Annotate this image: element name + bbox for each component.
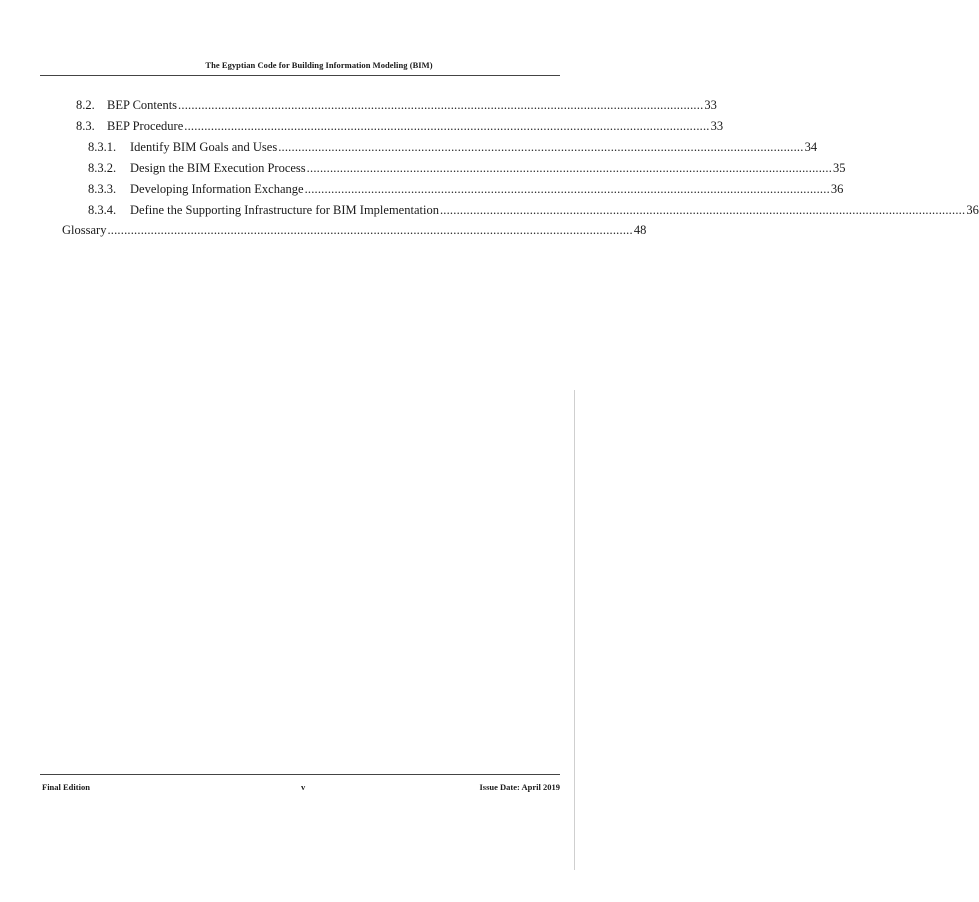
toc-entry-number: 8.2.	[76, 98, 95, 112]
footer-divider	[40, 774, 560, 775]
toc-entry-title: Identify BIM Goals and Uses	[130, 140, 278, 154]
toc-dot-leader: ..............................................................................................................................................................	[107, 223, 633, 237]
toc-entry-title: Design the BIM Execution Process	[130, 161, 306, 175]
toc-entry-number: 8.3.3.	[88, 182, 117, 196]
toc-dot-leader: ..............................................................................................................................................................	[278, 140, 804, 154]
toc-entry-number: 8.3.1.	[88, 140, 117, 154]
toc-entry-page: 48	[633, 223, 647, 237]
footer-edition: Final Edition	[42, 782, 90, 792]
header-divider	[40, 75, 560, 76]
toc-entry-title: Define the Supporting Infrastructure for BIM Implementation	[130, 203, 439, 217]
toc-entry[interactable]	[88, 138, 818, 156]
toc-entry-number: 8.3.2.	[88, 161, 117, 175]
toc-entry-page: 36	[830, 182, 844, 196]
toc-entry[interactable]	[76, 96, 717, 114]
scan-edge-line	[574, 390, 575, 870]
toc-dot-leader: ..............................................................................................................................................................	[304, 182, 830, 196]
toc-entry-title: BEP Procedure	[107, 119, 184, 133]
toc-entry-page: 33	[710, 119, 724, 133]
toc-entry[interactable]	[88, 201, 979, 219]
header-title: The Egyptian Code for Building Information Modeling (BIM)	[205, 60, 433, 70]
toc-dot-leader: ..............................................................................................................................................................	[178, 98, 704, 112]
toc-entry-title: Developing Information Exchange	[130, 182, 304, 196]
toc-dot-leader: ..............................................................................................................................................................	[439, 203, 966, 217]
toc-entry-page: 35	[833, 161, 846, 175]
toc-entry[interactable]	[88, 180, 844, 198]
toc-entry-number: 8.3.4.	[88, 203, 117, 217]
footer-issue-date: Issue Date: April 2019	[479, 782, 560, 792]
toc-entry-title: BEP Contents	[107, 98, 178, 112]
footer-page-number: v	[301, 782, 306, 792]
toc-dot-leader: ..............................................................................................................................................................	[306, 161, 833, 175]
toc-entry-page: 34	[804, 140, 818, 154]
toc-entry-title: Glossary	[62, 223, 107, 237]
toc-entry[interactable]	[88, 159, 846, 177]
toc-entry-page: 33	[704, 98, 717, 112]
toc-entry-page: 36	[966, 203, 979, 217]
toc-entry-number: 8.3.	[76, 119, 95, 133]
toc-dot-leader: ..............................................................................................................................................................	[184, 119, 710, 133]
toc-entry[interactable]	[76, 117, 724, 135]
toc-entry[interactable]	[62, 221, 647, 239]
